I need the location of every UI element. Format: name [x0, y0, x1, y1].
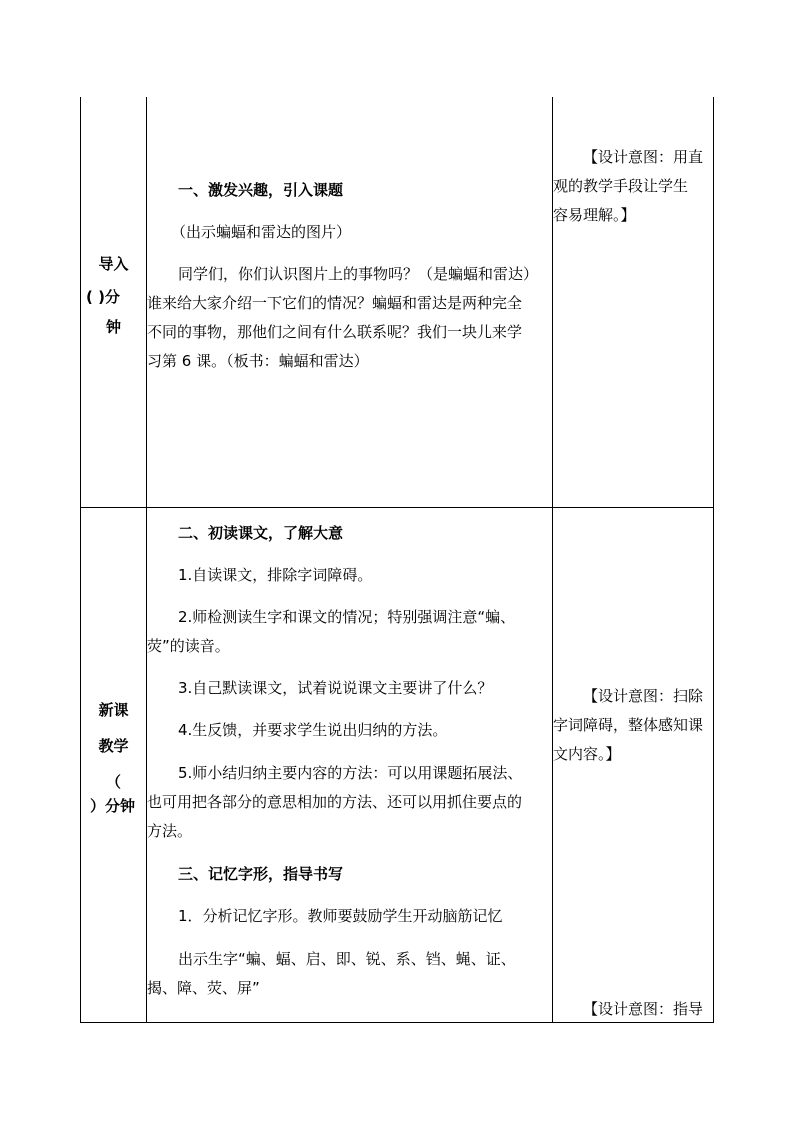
row-label-line: 导入 [98, 255, 129, 273]
list-item: 3.自己默读课文，试着说说课文主要讲了什么？ [178, 679, 493, 697]
design-intent-note: 字词障碍，整体感知课 [553, 716, 704, 734]
list-item-line: 出示生字“蝙、蝠、启、即、锐、系、铛、蝇、证、 [178, 950, 516, 968]
note-column-divider [552, 97, 553, 1023]
table-right-border [713, 97, 714, 1023]
row-label-line: ）分钟 [90, 797, 136, 815]
section-heading: 二、初读课文，了解大意 [178, 524, 344, 542]
row-label-line: ( )分 [86, 288, 120, 306]
list-item-line: 方法。 [147, 822, 193, 840]
section-heading: 三、记忆字形，指导书写 [178, 865, 344, 883]
design-intent-note: 【设计意图：指导 [583, 1000, 704, 1018]
paragraph-line: 同学们，你们认识图片上的事物吗？（是蝙蝠和雷达） [178, 265, 539, 283]
design-intent-note: 容易理解。】 [553, 206, 636, 224]
design-intent-note: 观的教学手段让学生 [553, 177, 689, 195]
table-left-border [80, 97, 81, 1023]
design-intent-note: 文内容。】 [553, 745, 621, 763]
list-item-line: 5.师小结归纳主要内容的方法：可以用课题拓展法、 [178, 764, 523, 782]
paragraph-line: 谁来给大家介绍一下它们的情况？蝙蝠和雷达是两种完全 [147, 294, 523, 312]
list-item: 4.生反馈，并要求学生说出归纳的方法。 [178, 721, 448, 739]
row-label-line: 钟 [105, 318, 121, 336]
list-item-line: 也可用把各部分的意思相加的方法、还可以用抓住要点的 [147, 793, 523, 811]
list-item-line: 2.师检测读生字和课文的情况；特别强调注意“蝙、 [178, 608, 516, 626]
paragraph-line: 习第 6 课。（板书：蝙蝠和雷达） [147, 352, 369, 370]
section-heading: 一、激发兴趣，引入课题 [178, 181, 344, 199]
list-item: 1.自读课文，排除字词障碍。 [178, 566, 373, 584]
row-label-line: （ [105, 773, 121, 791]
paragraph-line: 不同的事物，那他们之间有什么联系呢？我们一块儿来学 [147, 323, 523, 341]
row-label-line: 新课 [98, 701, 129, 719]
label-column-divider [146, 97, 147, 1023]
list-item: 1．分析记忆字形。教师要鼓励学生开动脑筋记忆 [178, 907, 503, 925]
design-intent-note: 【设计意图：用直 [583, 148, 704, 166]
row-label-line: 教学 [98, 737, 129, 755]
list-item-line: 荧”的读音。 [147, 637, 230, 655]
list-item-line: 揭、障、荧、屏” [147, 979, 260, 997]
row-divider [80, 507, 714, 508]
design-intent-note: 【设计意图：扫除 [583, 687, 704, 705]
paragraph: （出示蝙蝠和雷达的图片） [171, 223, 352, 241]
